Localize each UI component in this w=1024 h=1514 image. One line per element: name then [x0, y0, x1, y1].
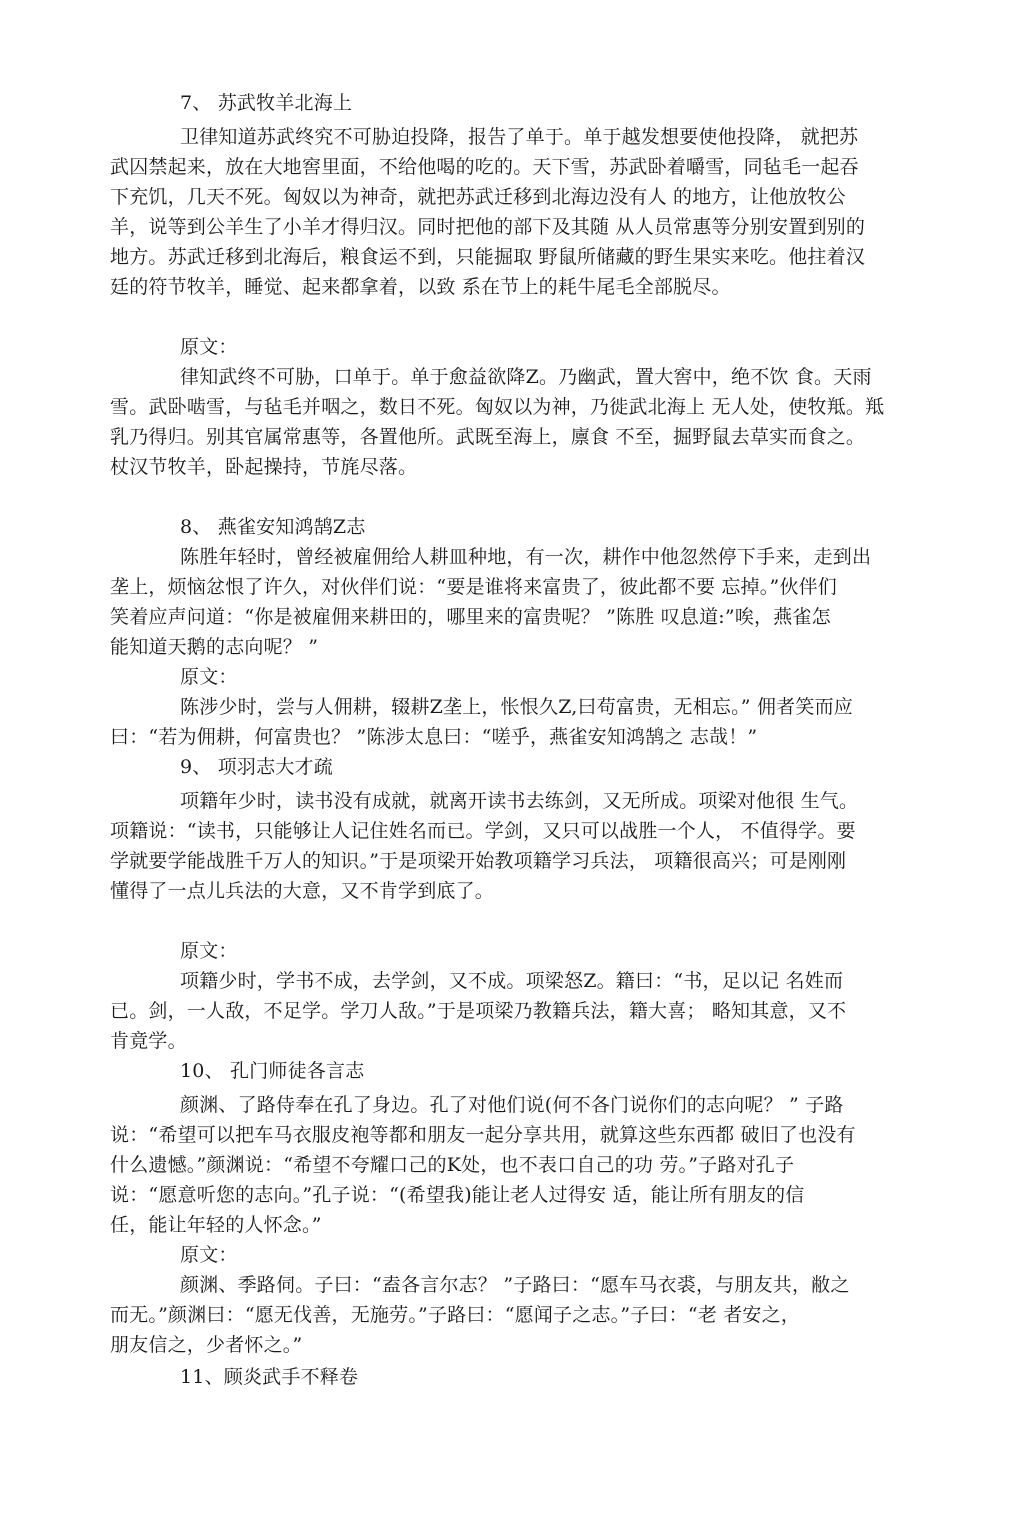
- text-line: 杖汉节牧羊，卧起操持，节旄尽落。: [110, 456, 418, 478]
- text-line: 垄上，烦恼忿恨了许久，对伙伴们说：“要是谁将来富贵了，彼此都不要 忘掉。”伙伴们: [110, 576, 837, 598]
- text-line: 颜渊、季路伺。子曰：“盍各言尔志？ ”子路曰：“愿车马衣裘，与朋友共，敝之: [180, 1274, 850, 1296]
- text-line: 项籍少时，学书不成，去学剑，又不成。项梁怒Z。籍曰：“书，足以记 名姓而: [180, 970, 844, 992]
- text-line: 下充饥，几天不死。匈奴以为神奇，就把苏武迁移到北海边没有人 的地方，让他放牧公: [110, 186, 846, 208]
- text-line: 9、 项羽志大才疏: [180, 756, 333, 778]
- text-line: 说：“愿意听您的志向。”孔子说：“(希望我)能让老人过得安 适，能让所有朋友的信: [110, 1184, 805, 1206]
- text-line: 能知道天鹅的志向呢？ ”: [110, 636, 319, 658]
- text-line: 曰：“若为佣耕，何富贵也？ ”陈涉太息曰：“嗟乎，燕雀安知鸿鹄之 志哉！”: [110, 726, 758, 748]
- text-line: 原文：: [180, 666, 238, 688]
- text-line: 陈涉少时，尝与人佣耕，辍耕Z垄上，怅恨久Z,曰苟富贵，无相忘。” 佣者笑而应: [180, 696, 853, 718]
- text-line: 卫律知道苏武终究不可胁迫投降，报告了单于。单于越发想要使他投降， 就把苏: [180, 126, 859, 148]
- text-line: 10、 孔门师徒各言志: [180, 1060, 365, 1082]
- text-line: 原文：: [180, 940, 238, 962]
- text-line: 8、 燕雀安知鸿鹄Z志: [180, 516, 366, 538]
- text-line: 已。剑，一人敌，不足学。学刀人敌。”于是项梁乃教籍兵法，籍大喜； 略知其意，又不: [110, 1000, 847, 1022]
- text-line: 而无。”颜渊曰：“愿无伐善，无施劳。”子路曰：“愿闻子之志。”子曰：“老 者安之，: [110, 1304, 801, 1326]
- text-line: 7、 苏武牧羊北海上: [180, 92, 353, 114]
- text-line: 羊，说等到公羊生了小羊才得归汉。同时把他的部下及其随 从人员常惠等分别安置到别的: [110, 216, 866, 238]
- text-line: 律知武终不可胁，口单于。单于愈益欲降Z。乃幽武，置大窖中，绝不饮 食。天雨: [180, 366, 872, 388]
- text-line: 原文：: [180, 1244, 238, 1266]
- text-line: 朋友信之，少者怀之。”: [110, 1334, 303, 1356]
- text-line: 陈胜年轻时，曾经被雇佣给人耕皿种地，有一次，耕作中他忽然停下手来，走到出: [180, 546, 872, 568]
- text-line: 乳乃得归。别其官属常惠等，各置他所。武既至海上，廪食 不至，掘野鼠去草实而食之。: [110, 426, 866, 448]
- text-line: 懂得了一点儿兵法的大意，又不肯学到底了。: [110, 880, 495, 902]
- text-line: 什么遗憾。”颜渊说：“希望不夸耀口己的K处，也不表口自己的功 劳。”子路对孔子: [110, 1154, 795, 1176]
- text-line: 雪。武卧啮雪，与毡毛并咽之，数日不死。匈奴以为神，乃徙武北海上 无人处，使牧羝。羝: [110, 396, 885, 418]
- text-line: 学就要学能战胜千万人的知识。”于是项梁开始教项籍学习兵法， 项籍很高兴；可是刚刚: [110, 850, 847, 872]
- text-line: 颜渊、了路侍奉在孔了身边。孔了对他们说(何不各门说你们的志向呢？ ” 子路: [180, 1094, 844, 1116]
- text-line: 武囚禁起来，放在大地窖里面，不给他喝的吃的。天下雪，苏武卧着嚼雪，同毡毛一起吞: [110, 156, 859, 178]
- text-line: 项籍年少时，读书没有成就，就离开读书去练剑，又无所成。项梁对他很 生气。: [180, 790, 859, 812]
- text-line: 笑着应声问道：“你是被雇佣来耕田的，哪里来的富贵呢？ ”陈胜 叹息道:”唉，燕雀怎: [110, 606, 831, 628]
- text-line: 11、顾炎武手不释卷: [180, 1366, 359, 1388]
- text-line: 原文：: [180, 336, 238, 358]
- text-line: 肯竟学。: [110, 1030, 187, 1052]
- text-line: 廷的符节牧羊，睡觉、起来都拿着，以致 系在节上的耗牛尾毛全部脱尽。: [110, 276, 731, 298]
- text-line: 项籍说：“读书，只能够让人记住姓名而已。学剑，又只可以战胜一个人， 不值得学。要: [110, 820, 856, 842]
- text-line: 任，能让年轻的人怀念。”: [110, 1214, 322, 1236]
- text-line: 地方。苏武迁移到北海后，粮食运不到，只能掘取 野鼠所储藏的野生果实来吃。他拄着汉: [110, 246, 866, 268]
- text-line: 说：“希望可以把车马衣服皮袍等都和朋友一起分享共用，就算这些东西都 破旧了也没有: [110, 1124, 856, 1146]
